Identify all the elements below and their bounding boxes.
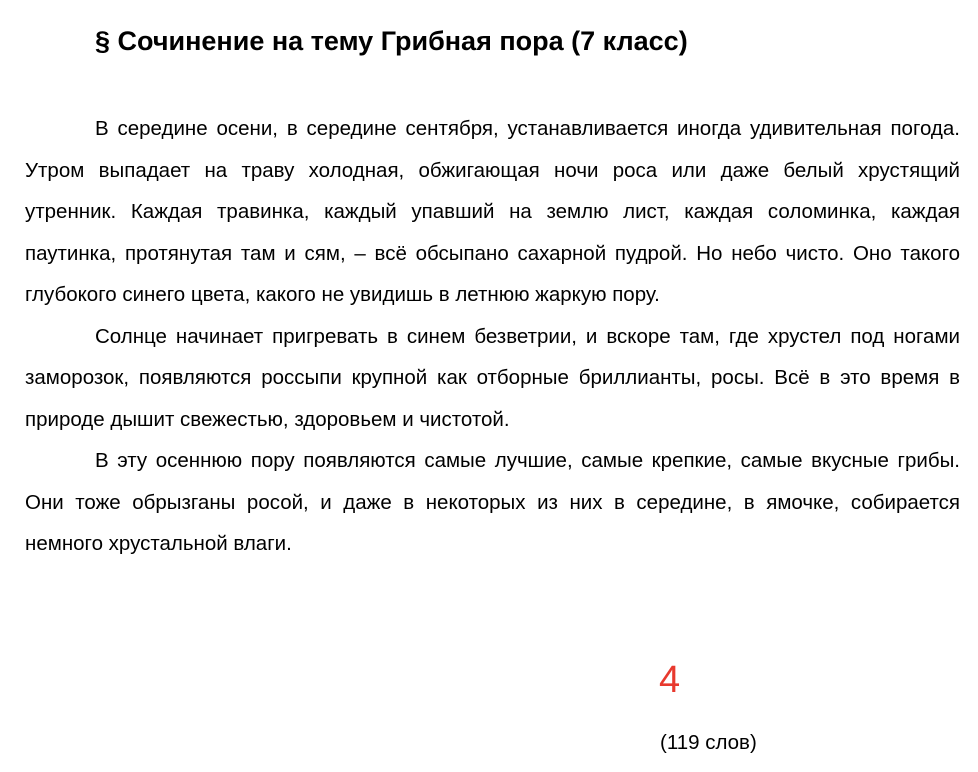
grade-mark: 4 [659,659,681,701]
word-count: (119 слов) [660,731,757,754]
page-title: § Сочинение на тему Грибная пора (7 класс) [95,26,688,56]
essay-body [25,108,960,565]
essay-paragraph-3: В эту осеннюю пору появляются самые лучшие, самые крепкие, самые вкусные грибы. Они тоже обрызганы росой, и даже в некоторых из них в середине, в ямочке, собирается немного хрустальной влаги. [25,449,960,555]
essay-paragraph-2: Солнце начинает пригревать в синем безветрии, и вскоре там, где хрустел под ногами заморозок, появляются россыпи крупной как отборные бриллианты, росы. Всё в это время в природе дышит свежестью, здоровьем и чистотой. [25,324,960,431]
essay-paragraph-1: В середине осени, в середине сентября, устанавливается иногда удивительная погода. Утром выпадает на траву холодная, обжигающая ночи роса или даже белый хрустящий утренник. Каждая травинка, каждый упавший на землю лист, каждая соломинка, каждая паутинка, протянутая там и сям, – всё обсыпано сахарной пудрой. Но небо чисто. Оно такого глубокого синего цвета, какого не увидишь в летнюю жаркую пору. [25,117,960,306]
